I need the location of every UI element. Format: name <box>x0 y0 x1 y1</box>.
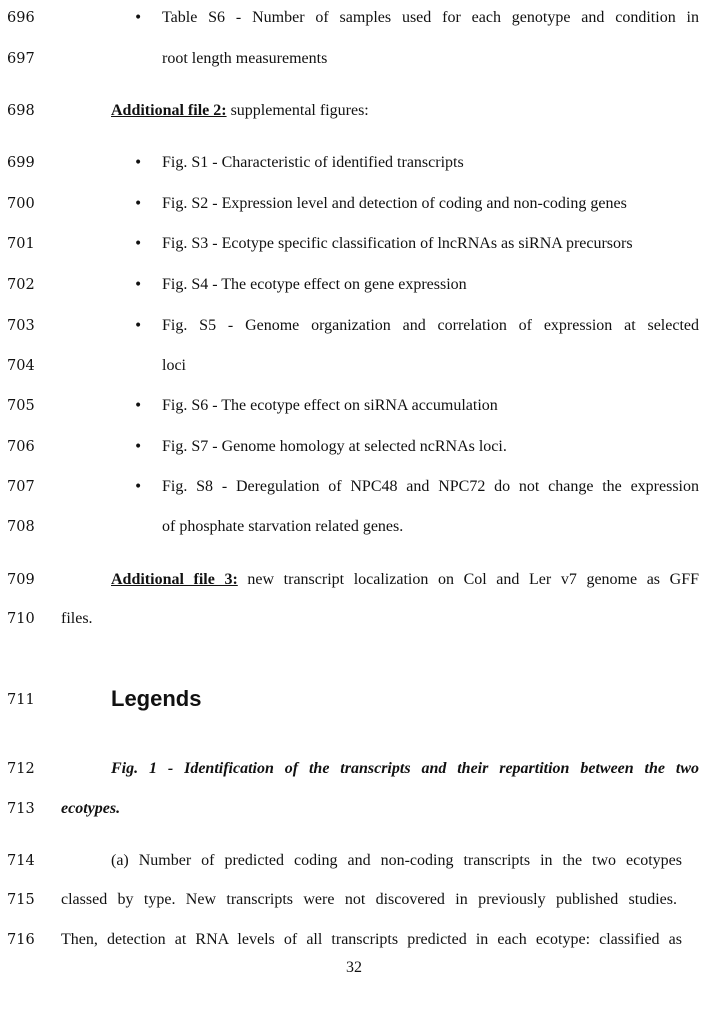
additional-file-3-line <box>111 570 699 590</box>
line-number: 696 <box>7 10 35 26</box>
line-number: 713 <box>7 801 35 817</box>
list-item-fig-s4: Fig. S4 - The ecotype effect on gene expression <box>162 276 467 293</box>
line-number: 715 <box>7 892 35 908</box>
line-number: 714 <box>7 853 35 869</box>
bullet-icon: • <box>134 439 143 455</box>
line-number: 703 <box>7 318 35 334</box>
figure-caption-text: classed by type. New transcripts were not discovered in previously published studies. <box>61 891 677 908</box>
line-number: 705 <box>7 398 35 414</box>
line-number: 706 <box>7 439 35 455</box>
additional-file-2-label: Additional file 2: <box>111 102 227 119</box>
line-number: 700 <box>7 196 35 212</box>
additional-file-3-text: new transcript localization on Col and Ler v7 genome as GFF <box>237 571 700 588</box>
list-item-table-s6: Table S6 - Number of samples used for each genotype and condition in <box>162 9 699 26</box>
list-item-fig-s7: Fig. S7 - Genome homology at selected ncRNAs loci. <box>162 438 507 455</box>
list-item-continuation: loci <box>162 357 186 374</box>
line-number: 702 <box>7 277 35 293</box>
line-number: 711 <box>7 692 35 708</box>
bullet-icon: • <box>134 196 143 212</box>
bullet-icon: • <box>134 10 143 26</box>
bullet-icon: • <box>134 398 143 414</box>
figure-caption-text: (a) Number of predicted coding and non-coding transcripts in the two ecotypes <box>111 852 682 869</box>
list-item-fig-s2: Fig. S2 - Expression level and detection of coding and non-coding genes <box>162 195 627 212</box>
list-item-fig-s5: Fig. S5 - Genome organization and correlation of expression at selected <box>162 317 699 334</box>
list-item-continuation: of phosphate starvation related genes. <box>162 518 404 535</box>
line-number: 698 <box>7 103 35 119</box>
line-number: 697 <box>7 51 35 67</box>
additional-file-3-label: Additional file 3: <box>111 571 238 588</box>
paragraph-continuation: files. <box>61 610 93 627</box>
list-item-continuation: root length measurements <box>162 50 328 67</box>
line-number: 709 <box>7 572 35 588</box>
list-item-fig-s8: Fig. S8 - Deregulation of NPC48 and NPC72 do not change the expression <box>162 478 699 495</box>
bullet-icon: • <box>134 479 143 495</box>
list-item-fig-s3: Fig. S3 - Ecotype specific classification of lncRNAs as siRNA precursors <box>162 235 633 252</box>
list-item-fig-s1: Fig. S1 - Characteristic of identified transcripts <box>162 154 464 171</box>
bullet-icon: • <box>134 318 143 334</box>
additional-file-2-line <box>111 101 369 121</box>
line-number: 710 <box>7 611 35 627</box>
line-number: 699 <box>7 155 35 171</box>
line-number: 707 <box>7 479 35 495</box>
additional-file-2-text: supplemental figures: <box>226 102 369 119</box>
figure-caption-title-continuation: ecotypes. <box>61 800 121 817</box>
figure-caption-title: Fig. 1 - Identification of the transcripts and their repartition between the two <box>111 760 699 777</box>
bullet-icon: • <box>134 236 143 252</box>
line-number: 701 <box>7 236 35 252</box>
line-number: 708 <box>7 519 35 535</box>
line-number: 716 <box>7 932 35 948</box>
bullet-icon: • <box>134 277 143 293</box>
line-number: 712 <box>7 761 35 777</box>
page-number: 32 <box>346 959 362 976</box>
line-number: 704 <box>7 358 35 374</box>
bullet-icon: • <box>134 155 143 171</box>
section-heading: Legends <box>111 686 202 711</box>
list-item-fig-s6: Fig. S6 - The ecotype effect on siRNA accumulation <box>162 397 498 414</box>
figure-caption-text: Then, detection at RNA levels of all transcripts predicted in each ecotype: classified as <box>61 931 682 948</box>
